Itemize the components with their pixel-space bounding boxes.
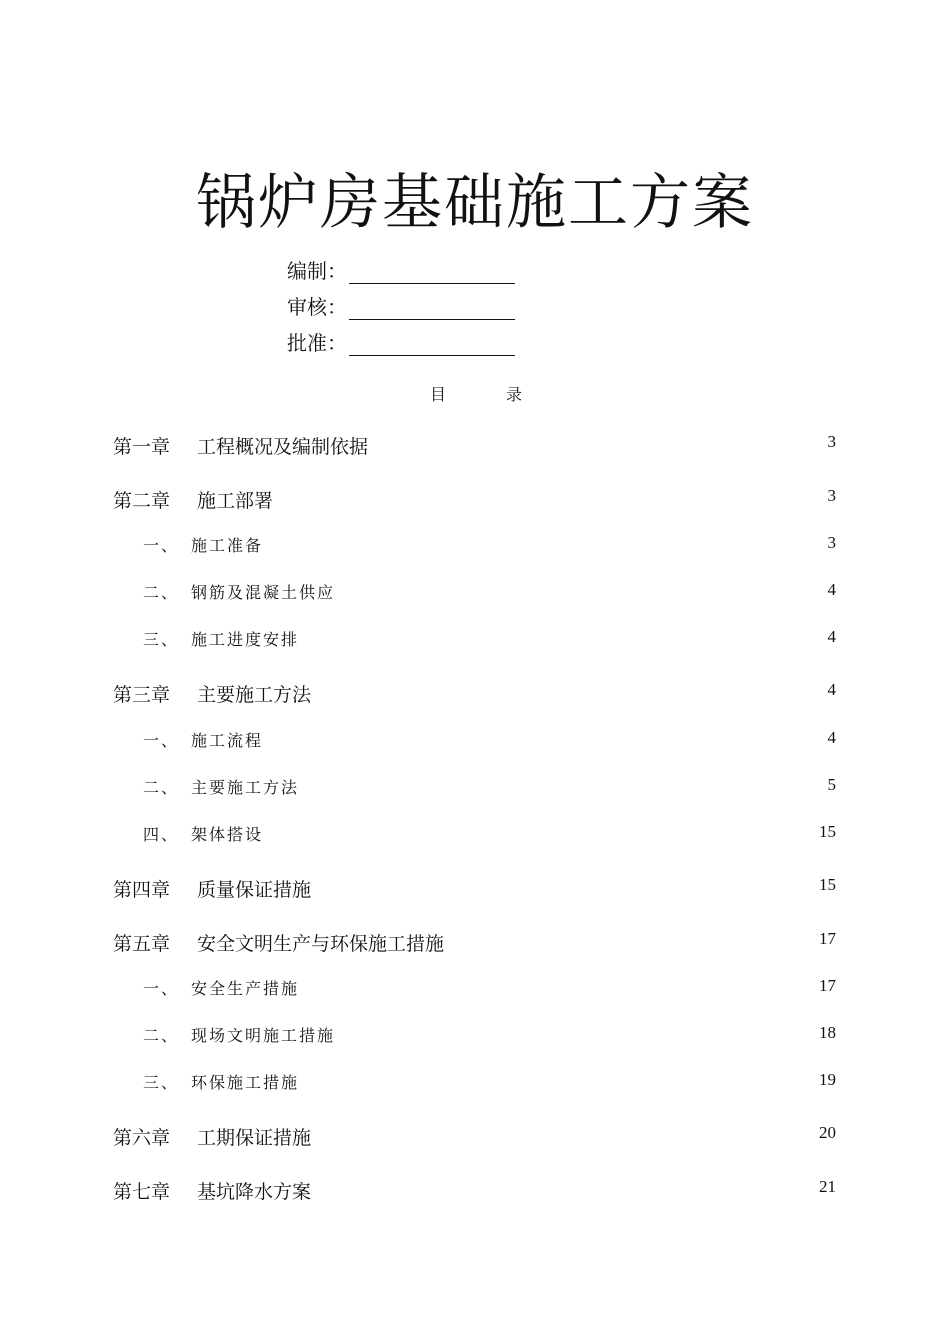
toc-entry[interactable]	[0, 627, 950, 651]
document-title: 锅炉房基础施工方案	[196, 168, 754, 238]
toc-entry-label: 现场文明施工措施	[191, 1026, 336, 1045]
toc-entry-page: 17	[819, 976, 836, 995]
toc-entry-number: 第三章	[113, 684, 171, 706]
signature-blank-line	[349, 297, 515, 320]
toc-entry-number: 四、	[143, 825, 180, 844]
toc-entry[interactable]	[0, 875, 950, 899]
toc-entry-number: 第四章	[113, 879, 171, 901]
toc-entry-number: 一、	[143, 979, 180, 998]
toc-entry-number: 二、	[143, 583, 180, 602]
toc-entry[interactable]	[0, 580, 950, 604]
toc-entry-number: 二、	[143, 778, 180, 797]
toc-entry-page: 5	[827, 775, 836, 794]
toc-heading-right: 录	[506, 385, 523, 404]
toc-entry-page: 3	[827, 432, 836, 451]
toc-entry[interactable]	[0, 976, 950, 1000]
toc-entry-label: 环保施工措施	[191, 1073, 300, 1092]
toc-entry[interactable]	[0, 432, 950, 456]
toc-entry-page: 4	[827, 680, 836, 699]
toc-entry-number: 三、	[143, 630, 180, 649]
toc-entry-page: 4	[827, 580, 836, 599]
toc-entry-label: 主要施工方法	[191, 778, 300, 797]
toc-entry-label: 质量保证措施	[197, 879, 312, 901]
signature-label: 批准：	[287, 331, 347, 355]
signature-label: 编制：	[287, 259, 347, 283]
toc-entry[interactable]	[0, 680, 950, 704]
toc-entry-label: 基坑降水方案	[197, 1181, 312, 1203]
toc-entry-page: 20	[819, 1123, 836, 1142]
toc-entry-page: 18	[819, 1023, 836, 1042]
toc-entry[interactable]	[0, 728, 950, 752]
toc-entry-number: 一、	[143, 731, 180, 750]
toc-entry-page: 4	[827, 728, 836, 747]
toc-entry-page: 3	[827, 533, 836, 552]
toc-entry-page: 17	[819, 929, 836, 948]
toc-entry[interactable]	[0, 822, 950, 846]
toc-entry[interactable]	[0, 929, 950, 953]
toc-entry-number: 第二章	[113, 490, 171, 512]
toc-entry-number: 一、	[143, 536, 180, 555]
toc-entry-label: 施工准备	[191, 536, 264, 555]
toc-entry[interactable]	[0, 1023, 950, 1047]
toc-entry-label: 工程概况及编制依据	[197, 436, 369, 458]
toc-entry-page: 3	[827, 486, 836, 505]
toc-entry-label: 施工进度安排	[191, 630, 300, 649]
toc-entry-label: 施工流程	[191, 731, 264, 750]
toc-entry-number: 三、	[143, 1073, 180, 1092]
toc-entry-page: 21	[819, 1177, 836, 1196]
toc-entry[interactable]	[0, 1123, 950, 1147]
signature-label: 审核：	[287, 295, 347, 319]
toc-entry-label: 安全文明生产与环保施工措施	[197, 933, 445, 955]
toc-entry[interactable]	[0, 486, 950, 510]
toc-entry-label: 主要施工方法	[197, 684, 312, 706]
toc-entry-number: 第一章	[113, 436, 171, 458]
signature-approved-by	[287, 328, 515, 356]
toc-entry[interactable]	[0, 1070, 950, 1094]
toc-entry-page: 4	[827, 627, 836, 646]
toc-entry-label: 工期保证措施	[197, 1127, 312, 1149]
toc-heading	[430, 382, 522, 405]
signature-compiled-by	[287, 256, 515, 284]
toc-entry-number: 第七章	[113, 1181, 171, 1203]
toc-entry[interactable]	[0, 533, 950, 557]
toc-entry-number: 第六章	[113, 1127, 171, 1149]
toc-entry-label: 施工部署	[197, 490, 274, 512]
toc-entry-label: 安全生产措施	[191, 979, 300, 998]
toc-entry-label: 架体搭设	[191, 825, 264, 844]
signature-reviewed-by	[287, 292, 515, 320]
toc-heading-left: 目	[430, 385, 447, 404]
toc-entry-page: 15	[819, 822, 836, 841]
toc-entry[interactable]	[0, 1177, 950, 1201]
signature-blank-line	[349, 261, 515, 284]
toc-entry[interactable]	[0, 775, 950, 799]
toc-entry-label: 钢筋及混凝土供应	[191, 583, 336, 602]
toc-entry-page: 19	[819, 1070, 836, 1089]
toc-entry-number: 二、	[143, 1026, 180, 1045]
signature-blank-line	[349, 333, 515, 356]
toc-entry-number: 第五章	[113, 933, 171, 955]
toc-entry-page: 15	[819, 875, 836, 894]
